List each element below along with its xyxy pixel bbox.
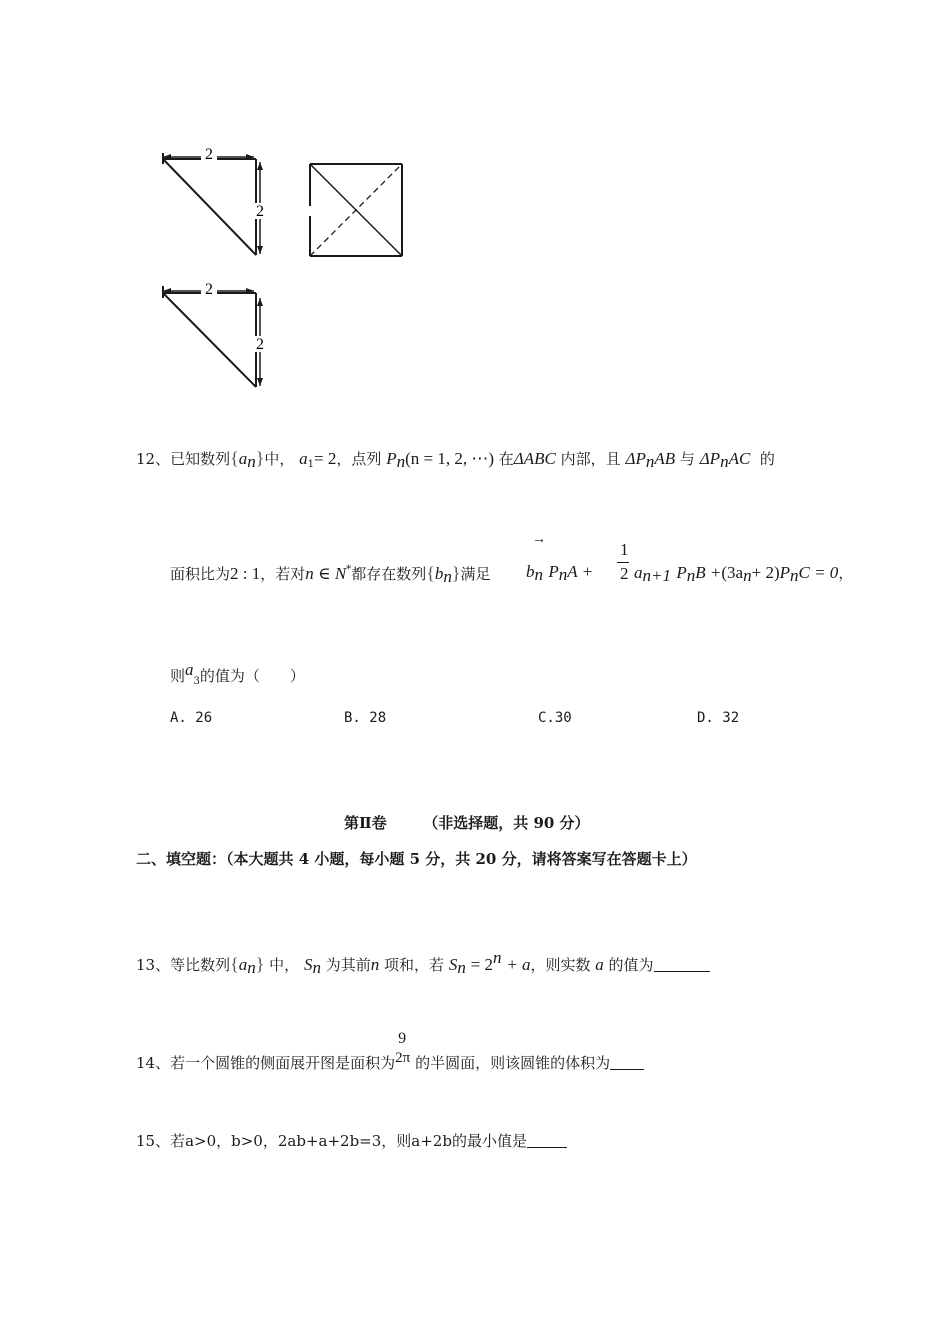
top-height-label: 2 <box>256 336 264 353</box>
q12-option-a[interactable]: A. 26 <box>170 710 213 726</box>
q12-line3: 则$a_3$的值为（ ） <box>170 660 305 687</box>
q13: 13、等比数列$\{a_n\}$ 中， $S_n$ 为其前n 项和，若 $S_n = 2^n + a$，则实数 a 的值为 <box>136 948 710 978</box>
front-height-label: 2 <box>256 203 264 220</box>
top-view <box>163 286 256 387</box>
q15-answer-blank[interactable] <box>527 1133 567 1148</box>
q12-option-c[interactable]: C.30 <box>538 710 572 726</box>
top-width-label: 2 <box>205 281 213 298</box>
q12-option-d[interactable]: D. 32 <box>697 710 740 726</box>
fill-in-heading: 二、填空题：（本大题共 4 小题，每小题 5 分，共 20 分，请将答案写在答题卡上） <box>136 850 697 868</box>
q14-answer-blank[interactable] <box>610 1055 644 1070</box>
section2-title: 第Ⅱ卷 （非选择题，共 90 分） <box>344 814 590 832</box>
q12-line2: 面积比为2 : 1，若对n ∈ N*都存在数列$\{b_n\}$满足 <box>170 563 491 586</box>
top-height-dimension <box>252 298 268 386</box>
front-width-label: 2 <box>205 146 213 163</box>
q13-answer-blank[interactable] <box>654 957 710 972</box>
q12-option-b[interactable]: B. 28 <box>344 710 387 726</box>
q14-fraction: 9 2π <box>395 1030 411 1066</box>
three-view-figures <box>150 140 610 400</box>
top-width-dimension <box>163 280 254 298</box>
front-height-dimension <box>252 162 268 254</box>
q15: 15、若a>0，b>0，2ab+a+2b=3，则a+2b的最小值是 <box>136 1130 567 1151</box>
front-view <box>163 153 256 255</box>
q12-line1: 12、已知数列$\{a_n\}$中， $a_1= 2$，点列 $P_n(n = 1$, 2, ⋯) 在ΔABC 内部，且 $\Delta P_nAB$ 与 $\Delta P_nAC$ 的 <box>136 448 775 471</box>
q14: 14、若一个圆锥的侧面展开图是面积为 9 2π 的半圆面，则该圆锥的体积为 <box>136 1052 644 1073</box>
front-width-dimension <box>163 146 254 163</box>
side-view-square <box>310 164 402 256</box>
